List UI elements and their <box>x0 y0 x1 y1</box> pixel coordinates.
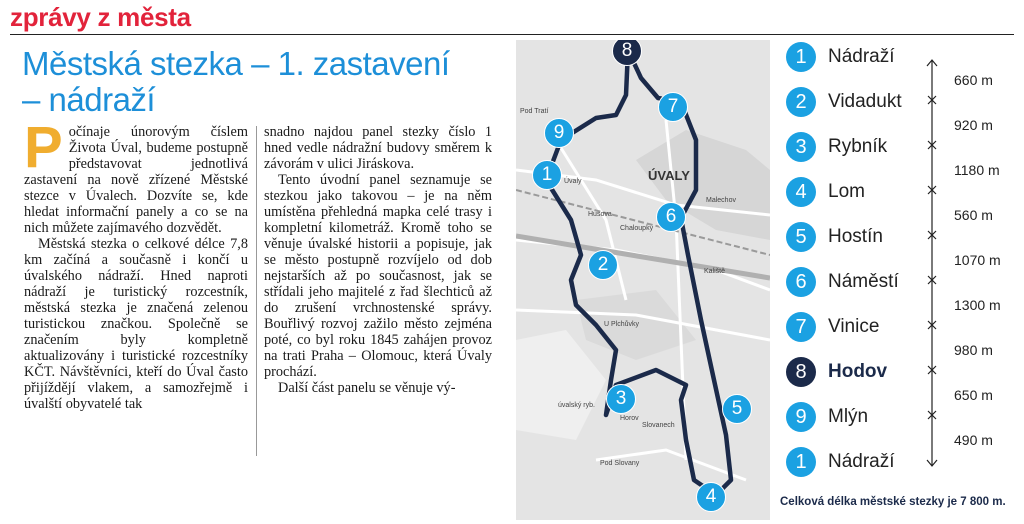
map-street-label: Kaliště <box>704 268 726 275</box>
distance-axis <box>922 58 942 478</box>
map-street-label: Horov <box>620 415 639 422</box>
map-street-label: U Plchůvky <box>604 321 640 328</box>
legend-label: Vinice <box>828 316 880 337</box>
paragraph: Městská stezka o celkové délce 7,8 km začíná a současně i končí u úvalského nádraží. Hned naproti nádraží je turistický rozcestník, městská stezka je značená zelenou turistickou značkou. Společně se značením byly kompletně aktualizovány i turistické rozcestníky KČT. Návštěvníci, kteří do Úval často přijíždějí vlakem, a samozřejmě i úvalští obyvatelé tak <box>24 236 248 412</box>
legend-label: Vidadukt <box>828 91 902 112</box>
distance-label: 980 m <box>954 342 993 358</box>
route-map <box>516 40 770 520</box>
legend-item <box>786 399 868 435</box>
legend-number: 7 <box>786 312 816 342</box>
legend-number: 2 <box>786 87 816 117</box>
map-stop-marker-7: 7 <box>658 92 688 122</box>
paragraph: Další část panelu se věnuje vý- <box>278 380 456 396</box>
legend-label: Náměstí <box>828 271 899 292</box>
distance-label: 490 m <box>954 432 993 448</box>
legend-number: 9 <box>786 402 816 432</box>
map-street-label: Pod Slovany <box>600 460 640 467</box>
paragraph <box>24 115 248 236</box>
paragraph-text: očínaje únorovým číslem Života Úval, budeme postupně představovat jednotlivá zastavení na nově zřízené Městské stezce v Úvalech. Dozvíte se, kde hledat informační panely a co se na nich můžete zajímavého dozvědět. <box>24 124 248 236</box>
legend-item <box>786 219 883 255</box>
legend-number: 5 <box>786 222 816 252</box>
legend-item <box>786 84 902 120</box>
legend-number: 8 <box>786 357 816 387</box>
map-stop-marker-1: 1 <box>532 160 562 190</box>
map-street-label: Úvaly <box>564 178 582 185</box>
legend-item <box>786 39 895 75</box>
legend-number: 6 <box>786 267 816 297</box>
legend-label: Nádraží <box>828 451 895 472</box>
legend-item <box>786 444 895 480</box>
legend-label: Hostín <box>828 226 883 247</box>
map-stop-marker-5: 5 <box>722 394 752 424</box>
paragraph: Tento úvodní panel seznamuje se stezkou jako takovou – je na něm umístěna přehledná mapka celé trasy i kompletní kilometráž. Kromě toho se věnuje úvalské historii a popisuje, jak se město postupně rozvíjelo od dob nejstarších až po současnost, jak se střídali jeho majitelé z řad šlechticů až do zrušení vrchnostenské správy. Bouřlivý rozvoj zažilo město zejména poté, co byl roku 1845 zahájen provoz na trati Praha – Olomouc, která Úvaly prochází. <box>264 172 492 380</box>
map-stop-marker-6: 6 <box>656 202 686 232</box>
distance-label: 660 m <box>954 72 993 88</box>
distance-label: 920 m <box>954 117 993 133</box>
distance-label: 1300 m <box>954 297 1001 313</box>
legend-label: Nádraží <box>828 46 895 67</box>
headline-line-1: Městská stezka – 1. zastavení <box>22 45 450 82</box>
map-stop-marker-3: 3 <box>606 384 636 414</box>
article-column-2 <box>264 124 492 396</box>
legend-item <box>786 129 887 165</box>
legend-label: Hodov <box>828 361 888 382</box>
legend-number: 3 <box>786 132 816 162</box>
legend-label: Mlýn <box>828 406 869 427</box>
legend-number: 4 <box>786 177 816 207</box>
legend-label: Rybník <box>828 136 888 157</box>
map-town-label: ÚVALY <box>648 168 690 183</box>
distance-label: 1180 m <box>954 162 1000 178</box>
distance-label: 560 m <box>954 207 993 223</box>
legend-item <box>786 354 887 390</box>
legend-item <box>786 264 899 300</box>
legend-item <box>786 309 879 345</box>
article-headline <box>22 46 502 118</box>
legend-number: 1 <box>786 447 816 477</box>
legend-item <box>786 174 865 210</box>
map-street-label: Chaloupky <box>620 225 654 232</box>
headline-line-2: – nádraží <box>22 81 156 118</box>
column-divider <box>256 126 257 456</box>
legend-number: 1 <box>786 42 816 72</box>
map-graphic <box>516 40 770 520</box>
distance-label: 1070 m <box>954 252 1001 268</box>
map-street-label: Husova <box>588 211 612 218</box>
article-column-1 <box>24 115 248 412</box>
drop-cap: P <box>24 115 63 180</box>
map-street-label: úvalský ryb. <box>558 402 595 409</box>
map-stop-marker-8: 8 <box>612 40 642 66</box>
header-rule <box>10 34 1014 35</box>
map-street-label: Slovanech <box>642 422 675 429</box>
map-street-label: Pod Tratí <box>520 108 549 115</box>
map-stop-marker-4: 4 <box>696 482 726 512</box>
map-street-label: Malechov <box>706 197 736 204</box>
distance-label: 650 m <box>954 387 993 403</box>
paragraph: snadno najdou panel stezky číslo 1 hned vedle nádražní budovy směrem k závorám v ulici Jiráskova. <box>264 124 492 172</box>
section-header: zprávy z města <box>10 2 191 32</box>
total-length-note: Celková délka městské stezky je 7 800 m. <box>780 496 1006 508</box>
map-stop-marker-2: 2 <box>588 250 618 280</box>
legend-label: Lom <box>828 181 865 202</box>
map-stop-marker-9: 9 <box>544 118 574 148</box>
